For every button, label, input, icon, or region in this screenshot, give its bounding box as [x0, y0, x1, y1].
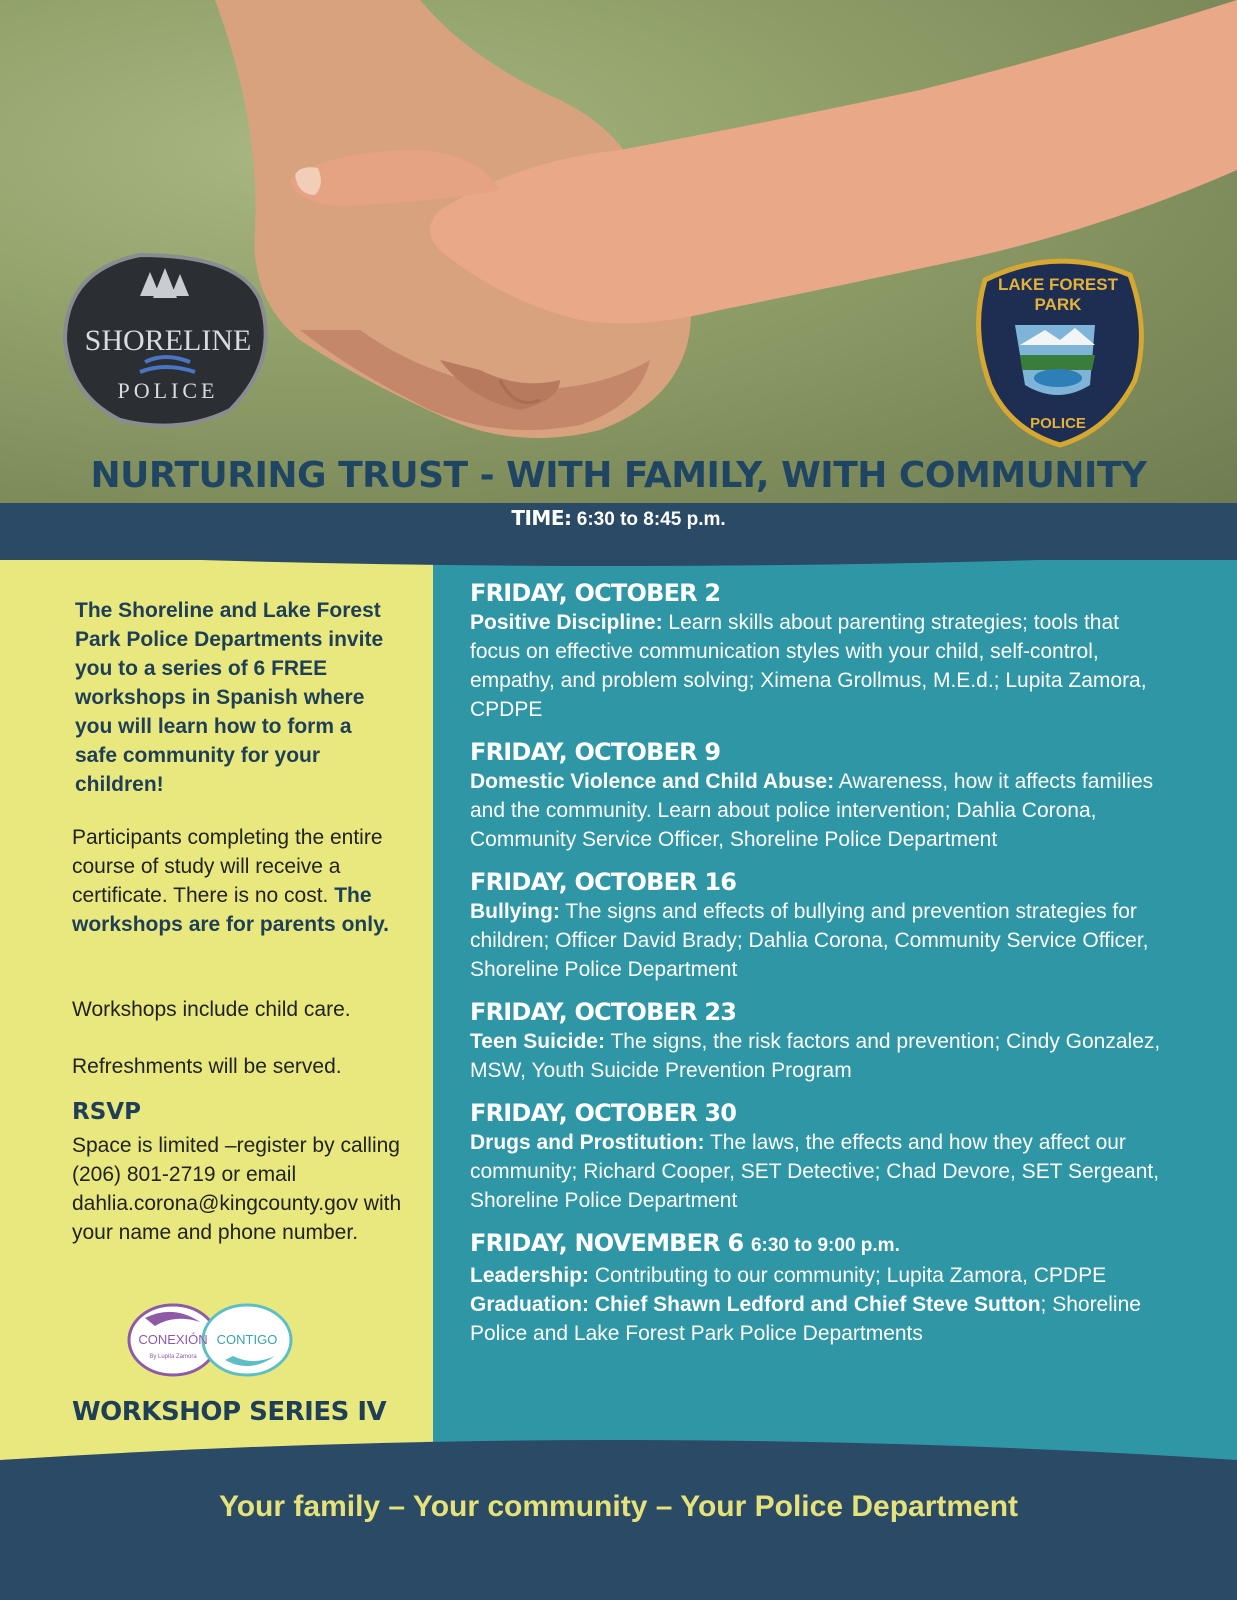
shoreline-police-badge [65, 255, 266, 426]
rsvp-title: RSVP [72, 1099, 141, 1125]
event-item [470, 737, 1170, 854]
event-topic: Leadership: [470, 1264, 590, 1287]
event-text: The signs and effects of bullying and prevention strategies for children; Officer David Brady; Dahlia Corona, Community Service Officer, Shoreline Police Department [470, 900, 1149, 981]
event-date: FRIDAY, OCTOBER 2 [470, 579, 721, 607]
participants-text: Participants completing the entire course of study will receive a certificate. There is no cost. [72, 826, 383, 907]
refreshments-text: Refreshments will be served. [72, 1055, 342, 1078]
event-topic: Teen Suicide: [470, 1030, 605, 1053]
events-list [470, 578, 1170, 1361]
event-time: 6:30 to 9:00 p.m. [750, 1235, 900, 1256]
event-text: The signs, the risk factors and prevention; Cindy Gonzalez, MSW, Youth Suicide Prevention Program [470, 1030, 1161, 1082]
event-date: FRIDAY, OCTOBER 9 [470, 738, 721, 766]
event-text: Contributing to our community; Lupita Zamora, CPDPE [589, 1264, 1107, 1287]
time-label: TIME: [511, 506, 572, 530]
event-item-final [470, 1228, 1170, 1348]
event-date: FRIDAY, OCTOBER 23 [470, 998, 737, 1026]
event-text: The laws, the effects and how they affect our community; Richard Cooper, SET Detective; Chad Devore, SET Sergeant, Shoreline Police Department [470, 1131, 1160, 1212]
event-item [470, 997, 1170, 1085]
intro-text: The Shoreline and Lake Forest Park Police Departments invite you to a series of 6 FREE workshops in Spanish where you will learn how to form a safe community for your children! [75, 599, 384, 796]
parents-only-text: The workshops are for parents only. [72, 884, 390, 936]
hero-photo [0, 0, 1237, 505]
lfp-badge-line1: LAKE FOREST [998, 275, 1118, 294]
event-topic: Domestic Violence and Child Abuse: [470, 770, 835, 793]
participants-paragraph [72, 823, 402, 939]
event-item [470, 578, 1170, 724]
time-value: 6:30 to 8:45 p.m. [576, 509, 726, 530]
conexion-word2: CONTIGO [216, 1332, 278, 1347]
lfp-badge-line2: PARK [1034, 295, 1082, 314]
event-date: FRIDAY, NOVEMBER 6 [470, 1229, 744, 1257]
event-date: FRIDAY, OCTOBER 16 [470, 868, 737, 896]
time-row [0, 503, 1237, 535]
event-topic: Bullying: [470, 900, 560, 923]
child-care-text: Workshops include child care. [72, 998, 351, 1021]
tagline: Your family – Your community – Your Police Department [218, 1490, 1019, 1523]
event-text: ; Shoreline Police and Lake Forest Park Police Departments [470, 1293, 1141, 1345]
workshop-series-label: WORKSHOP SERIES IV [72, 1397, 387, 1427]
shoreline-badge-line2: POLICE [117, 378, 219, 403]
event-text: Learn skills about parenting strategies; tools that focus on effective communication styles with your child, self-control, empathy, and problem solving; Ximena Grollmus, M.E.d.; Lupita Zamora, CPDPE [470, 611, 1147, 721]
event-topic: Drugs and Prostitution: [470, 1131, 705, 1154]
event-item [470, 867, 1170, 984]
rsvp-text: Space is limited –register by calling (206) 801-2719 or email dahlia.corona@kingcounty.gov with your name and phone number. [72, 1134, 402, 1244]
lfp-badge-line3: POLICE [1030, 415, 1086, 432]
event-item [470, 1098, 1170, 1215]
event-text: Awareness, how it affects families and the community. Learn about police intervention; Dahlia Corona, Community Service Officer, Shoreline Police Department [470, 770, 1154, 851]
conexion-byline: By Lupita Zamora [149, 1354, 197, 1360]
holding-hands-illustration [0, 0, 1237, 505]
event-topic: Graduation: Chief Shawn Ledford and Chief Steve Sutton [470, 1293, 1041, 1316]
event-date: FRIDAY, OCTOBER 30 [470, 1099, 737, 1127]
conexion-word1: CONEXIÓN [138, 1332, 208, 1347]
headline: NURTURING TRUST - WITH FAMILY, WITH COMMUNITY [90, 455, 1147, 496]
shoreline-badge-line1: SHORELINE [84, 324, 252, 357]
lake-forest-park-police-badge [979, 261, 1142, 445]
conexion-contigo-logo [125, 1300, 295, 1380]
event-topic: Positive Discipline: [470, 611, 663, 634]
